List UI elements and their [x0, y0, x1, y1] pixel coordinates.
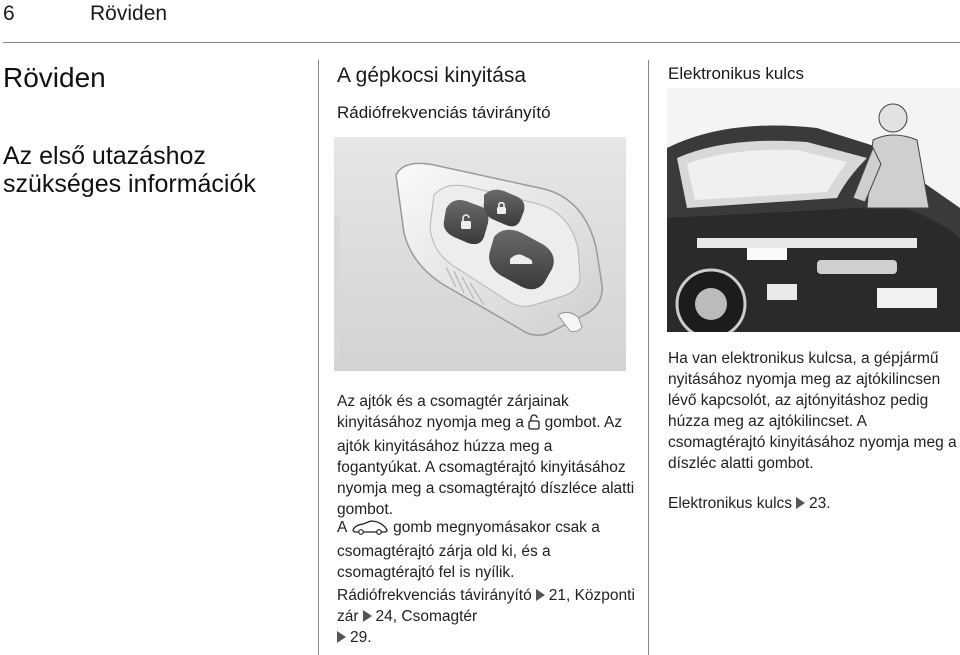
ref-trunk-page: 29.: [350, 629, 372, 646]
header-divider: [3, 42, 960, 43]
column-divider-right: [648, 60, 649, 655]
ref-electronic-key-page: 23.: [809, 495, 831, 512]
reference-triangle-icon: [363, 610, 372, 622]
reference-triangle-icon: [796, 497, 805, 509]
ref-lock-page: 24, Csomagtér: [375, 608, 478, 625]
electronic-key-title: Elektronikus kulcs: [668, 64, 805, 83]
p1-text-a: Az ajtók és a csomagtér zárjainak kinyitásához nyomja meg a: [337, 393, 569, 431]
car-trunk-icon: [351, 519, 389, 541]
ref-electronic-key-label: Elektronikus kulcs: [668, 495, 793, 512]
chapter-title: Röviden: [3, 62, 106, 93]
section-title: A gépkocsi kinyitása: [337, 64, 527, 87]
paragraph-trunk: [337, 517, 637, 583]
subtitle-line-1: Az első utazáshoz: [3, 142, 206, 170]
p1-text-b: gombot. Az ajtók kinyitásához húzza meg a fogantyúkat. A csomagtérajtó kinyitásához nyomja meg a csomagtérajtó díszléce alatti gombot.: [337, 414, 635, 518]
p2-text-a: A: [337, 519, 351, 536]
ref-remote-page: 21, Központi zár: [337, 587, 635, 625]
chapter-subtitle: [3, 142, 303, 198]
car-door-photo: [667, 88, 960, 332]
subsection-title: Rádiófrekvenciás távirányító: [337, 103, 551, 122]
column-divider-left: [318, 60, 319, 655]
p2-text-b: gomb megnyomásakor csak a csomagtérajtó zárja old ki, és a csomagtérajtó fel is nyílik.: [337, 519, 600, 581]
page-number: 6: [3, 2, 15, 25]
unlock-icon: [528, 414, 540, 436]
reference-triangle-icon: [536, 589, 545, 601]
running-title: Röviden: [90, 2, 168, 25]
paragraph-electronic-key-ref: [668, 493, 960, 514]
subtitle-line-2: szükséges információk: [3, 170, 256, 198]
reference-triangle-icon: [337, 631, 346, 643]
paragraph-references: [337, 585, 637, 648]
paragraph-unlock: [337, 391, 637, 520]
key-fob-illustration: [334, 137, 626, 371]
paragraph-electronic-key: Ha van elektronikus kulcsa, a gépjármű nyitásához nyomja meg az ajtókilincsen lévő kapcsolót, az ajtónyitáshoz pedig húzza meg az ajtókilincset. A csomagtérajtó kinyitásához nyomja meg a díszléc alatti gombot.: [668, 350, 957, 472]
ref-remote-label: Rádiófrekvenciás távirányító: [337, 587, 532, 604]
